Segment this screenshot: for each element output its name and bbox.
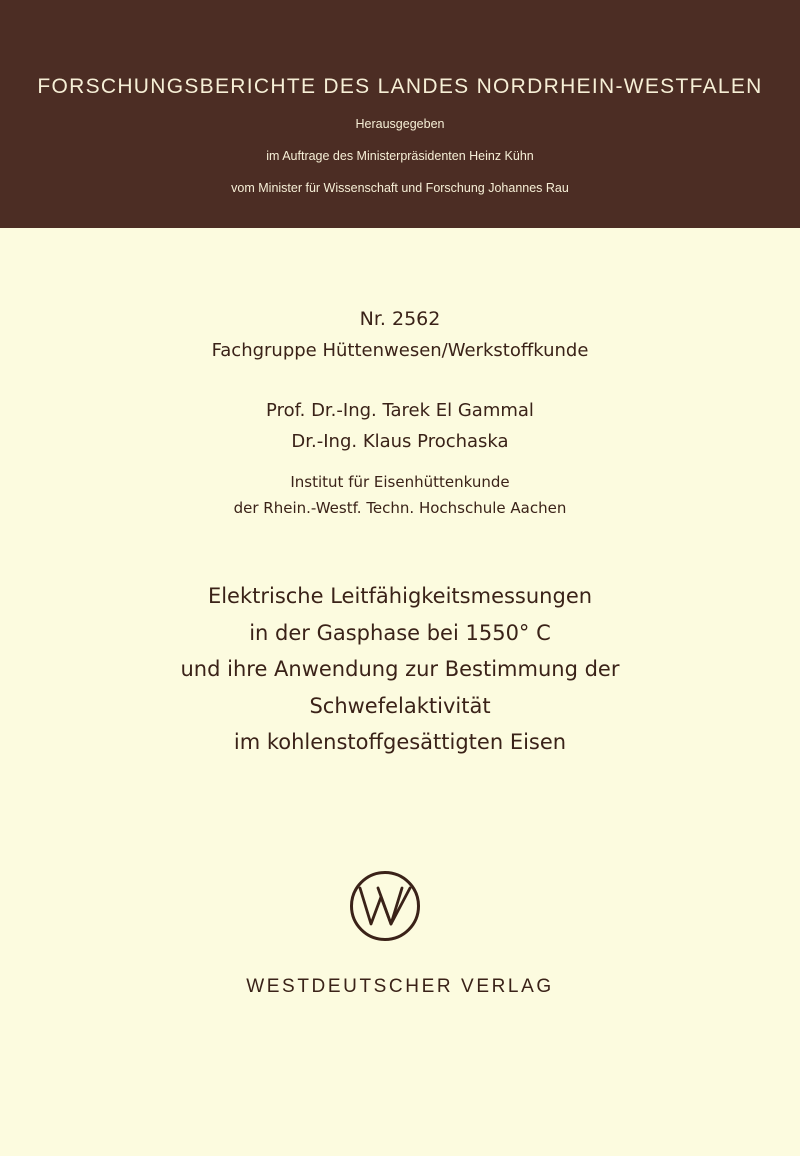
report-title bbox=[0, 578, 800, 761]
author-1: Prof. Dr.-Ing. Tarek El Gammal bbox=[266, 400, 534, 421]
series-title: FORSCHUNGSBERICHTE DES LANDES NORDRHEIN-WESTFALEN bbox=[37, 75, 763, 98]
publisher-logo-icon bbox=[349, 870, 421, 942]
subject-group: Fachgruppe Hüttenwesen/Werkstoffkunde bbox=[211, 340, 589, 361]
series-header-band bbox=[0, 0, 800, 228]
editor-line-3: vom Minister für Wissenschaft und Forschung Johannes Rau bbox=[231, 181, 569, 195]
editor-line-2: im Auftrage des Ministerpräsidenten Heinz Kühn bbox=[266, 149, 534, 163]
publisher-name: WESTDEUTSCHER VERLAG bbox=[246, 976, 554, 997]
title-line-5: im kohlenstoffgesättigten Eisen bbox=[233, 730, 567, 754]
title-line-3: und ihre Anwendung zur Bestimmung der bbox=[180, 657, 620, 681]
title-line-4: Schwefelaktivität bbox=[309, 693, 491, 718]
institute-line-1: Institut für Eisenhüttenkunde bbox=[290, 473, 510, 491]
title-line-2: in der Gasphase bei 1550° C bbox=[249, 620, 551, 645]
report-number: Nr. 2562 bbox=[359, 308, 441, 330]
title-line-1: Elektrische Leitfähigkeitsmessungen bbox=[207, 584, 593, 608]
institute-line-2: der Rhein.-Westf. Techn. Hochschule Aachen bbox=[233, 499, 567, 517]
editor-line-1: Herausgegeben bbox=[355, 117, 445, 131]
author-2: Dr.-Ing. Klaus Prochaska bbox=[291, 431, 509, 452]
